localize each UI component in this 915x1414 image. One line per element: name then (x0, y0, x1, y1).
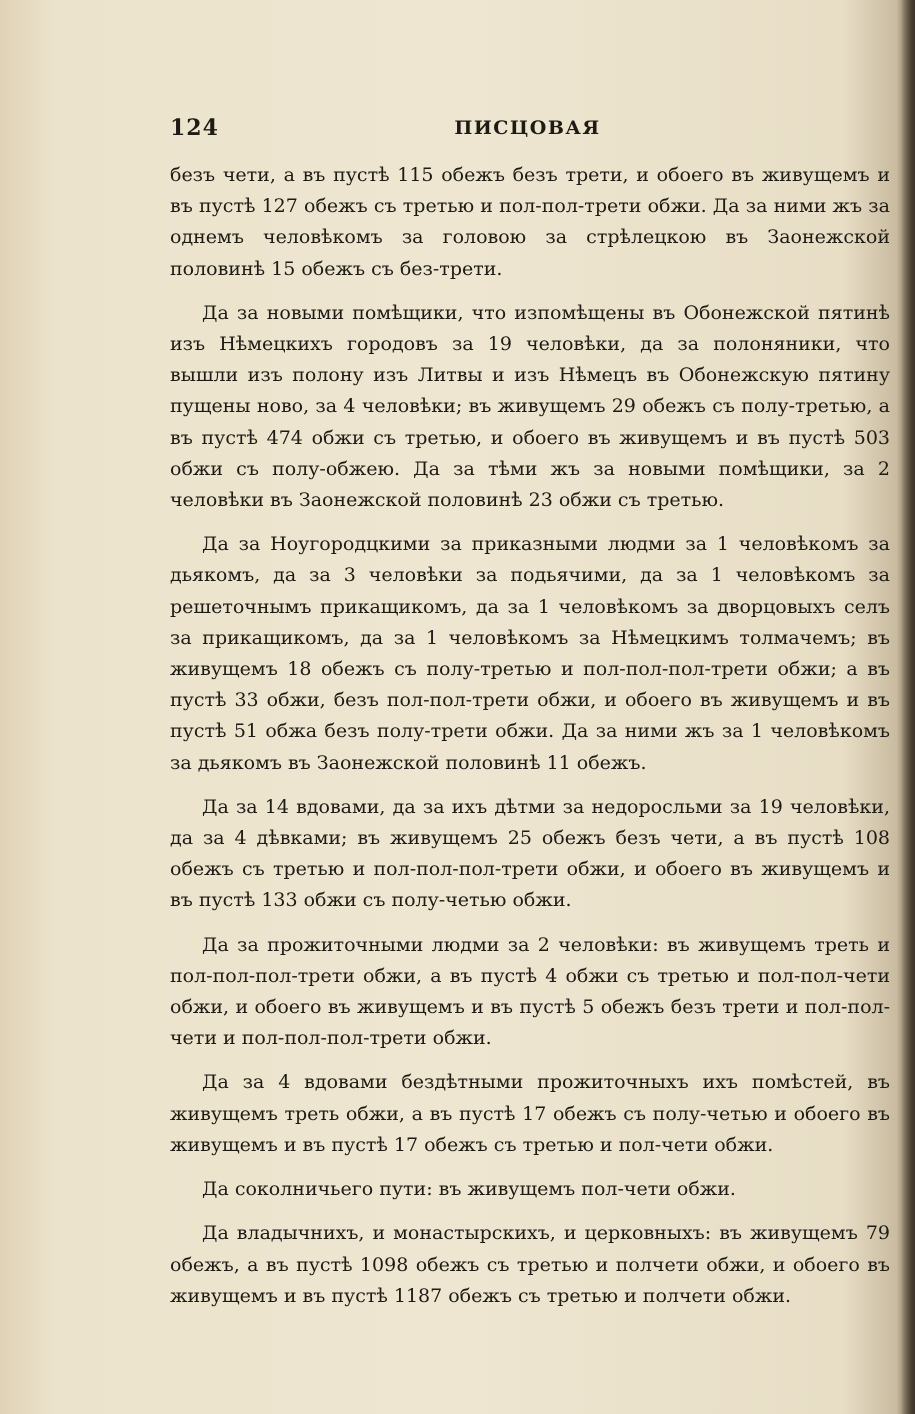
book-spine-shadow (901, 0, 915, 1414)
paragraph: Да за прожиточными людми за 2 человѣки: въ живущемъ треть и пол-пол-пол-трети обжи, а въ пустѣ 4 обжи съ третью и пол-пол-чети обжи, и обоего въ живущемъ и въ пустѣ 5 обежъ безъ трети и пол-пол-чети и пол-пол-пол-трети обжи. (170, 933, 890, 1050)
paragraph: Да за Ноугородцкими за приказными людми за 1 человѣкомъ за дьякомъ, да за 3 человѣки за подьячими, да за 1 человѣкомъ за решеточнымъ прикащикомъ, да за 1 человѣкомъ за дворцовыхъ селъ за прикащикомъ, да за 1 человѣкомъ за Нѣмецкимъ толмачемъ; въ живущемъ 18 обежъ съ полу-третью и пол-пол-пол-трети обжи; а въ пустѣ 33 обжи, безъ пол-пол-трети обжи, и обоего въ живущемъ и въ пустѣ 51 обжа безъ полу-трети обжи. Да за ними жъ за 1 человѣкомъ за дьякомъ въ Заонежской половинѣ 11 обежъ. (170, 533, 890, 774)
page-number: 124 (170, 115, 219, 141)
running-head: ПИСЦОВАЯ (454, 117, 601, 139)
paragraph: безъ чети, а въ пустѣ 115 обежъ безъ трети, и обоего въ живущемъ и въ пустѣ 127 обежъ съ третью и пол-пол-трети обжи. Да за ними жъ за однемъ человѣкомъ за головою за стрѣлецкою въ Заонежской половинѣ 15 обежъ съ без-трети. (170, 164, 890, 280)
paragraph: Да за 4 вдовами бездѣтными прожиточныхъ ихъ помѣстей, въ живущемъ треть обжи, а въ пустѣ 17 обежъ съ полу-четью и обоего въ живущемъ и въ пустѣ 17 обежъ съ третью и пол-чети обжи. (170, 1071, 890, 1156)
paragraph: Да владычнихъ, и монастырскихъ, и церковныхъ: въ живущемъ 79 обежъ, а въ пустѣ 1098 обежъ съ третью и полчети обжи, и обоего въ живущемъ и въ пустѣ 1187 обежъ съ третью и полчети обжи. (170, 1222, 890, 1307)
paragraph: Да соколничьего пути: въ живущемъ пол-чети обжи. (202, 1178, 736, 1201)
page-header (170, 115, 885, 145)
paragraph: Да за новыми помѣщики, что изпомѣщены въ Обонежской пятинѣ изъ Нѣмецкихъ городовъ за 19 человѣки, да за полоняники, что вышли изъ полону изъ Литвы и изъ Нѣмецъ въ Обонежскую пятину пущены ново, за 4 человѣки; въ живущемъ 29 обежъ съ полу-третью, а въ пустѣ 474 обжи съ третью, и обоего въ живущемъ и въ пустѣ 503 обжи съ полу-обжею. Да за тѣми жъ за новыми помѣщики, за 2 человѣки въ Заонежской половинѣ 23 обжи съ третью. (170, 301, 890, 512)
body-text (170, 160, 890, 1325)
paragraph: Да за 14 вдовами, да за ихъ дѣтми за недоросльми за 19 человѣки, да за 4 дѣвками; въ живущемъ 25 обежъ безъ чети, а въ пустѣ 108 обежъ съ третью и пол-пол-пол-трети обжи, и обоего въ живущемъ и въ пустѣ 133 обжи съ полу-четью обжи. (170, 795, 890, 912)
